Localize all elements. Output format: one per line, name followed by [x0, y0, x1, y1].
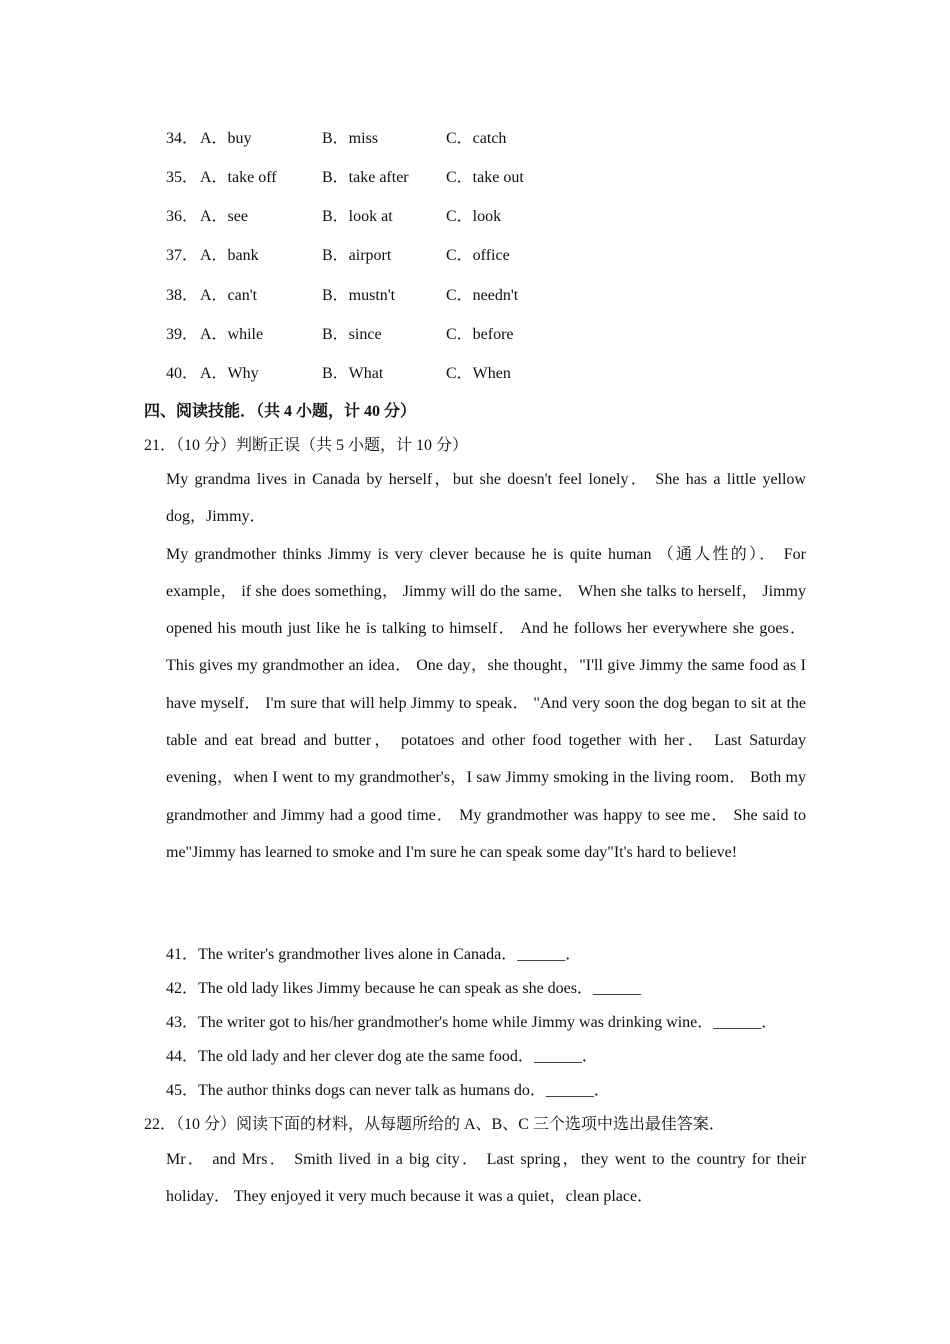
- paragraph: Mr． and Mrs． Smith lived in a big city． Last spring，they went to the country for their holiday． They enjoyed it very much because it was a quiet，clean place．: [166, 1151, 806, 1206]
- option-a: A．take off: [200, 169, 277, 186]
- question-number: 38．: [166, 287, 199, 304]
- question-21-heading: 21．（10 分）判断正误（共 5 小题，计 10 分）: [144, 437, 469, 454]
- question-number: 34．: [166, 130, 199, 147]
- question-number: 39．: [166, 326, 199, 343]
- statement-42: 42．The old lady likes Jimmy because he can speak as she does．______: [166, 980, 642, 997]
- option-b: B．look at: [322, 208, 393, 225]
- option-a: A．see: [200, 208, 248, 225]
- option-c: C．look: [446, 208, 502, 225]
- question-number: 37．: [166, 247, 199, 264]
- option-a: A．Why: [200, 365, 259, 382]
- question-number: 40．: [166, 365, 199, 382]
- option-c: C．needn't: [446, 287, 519, 304]
- paragraph: My grandmother thinks Jimmy is very clever because he is quite human （通人性的）． For example， if she does something， Jimmy will do the same． When she talks to herself， Jimmy opened his mouth just like he is talking to himself． And he follows her everywhere she goes． This gives my grandmother an idea． One day，she thought，"I'll give Jimmy the same food as I have myself． I'm sure that will help Jimmy to speak． "And very soon the dog began to sit at the table and eat bread and butter， potatoes and other food together with her． Last Saturday evening，when I went to my grandmother's，I saw Jimmy smoking in the living room． Both my grandmother and Jimmy had a good time． My grandmother was happy to see me． She said to me"Jimmy has learned to smoke and I'm sure he can speak some day"It's hard to believe!: [166, 545, 807, 861]
- option-c: C．office: [446, 247, 510, 264]
- option-a: A．can't: [200, 287, 258, 304]
- question-22-heading: 22．（10 分）阅读下面的材料，从每题所给的 A、B、C 三个选项中选出最佳答案．: [144, 1116, 725, 1133]
- statement-41: 41．The writer's grandmother lives alone in Canada．______．: [166, 946, 582, 963]
- question-number: 36．: [166, 208, 199, 225]
- option-c: C．before: [446, 326, 514, 343]
- option-b: B．What: [322, 365, 384, 382]
- option-a: A．buy: [200, 130, 252, 147]
- passage-22: [166, 1141, 806, 1216]
- paragraph: My grandma lives in Canada by herself，but she doesn't feel lonely． She has a little yellow dog，Jimmy．: [166, 471, 806, 526]
- option-b: B．mustn't: [322, 287, 396, 304]
- option-c: C．take out: [446, 169, 524, 186]
- statement-43: 43．The writer got to his/her grandmother's home while Jimmy was drinking wine．______．: [166, 1014, 778, 1031]
- option-b: B．take after: [322, 169, 409, 186]
- option-b: B．miss: [322, 130, 379, 147]
- option-a: A．bank: [200, 247, 259, 264]
- statement-44: 44．The old lady and her clever dog ate the same food．______．: [166, 1048, 598, 1065]
- question-number: 35．: [166, 169, 199, 186]
- option-c: C．When: [446, 365, 511, 382]
- option-b: B．airport: [322, 247, 392, 264]
- passage-21: [166, 461, 806, 871]
- statement-45: 45．The author thinks dogs can never talk as humans do．______．: [166, 1082, 610, 1099]
- option-c: C．catch: [446, 130, 507, 147]
- option-a: A．while: [200, 326, 264, 343]
- section-title: 四、阅读技能．（共 4 小题，计 40 分）: [144, 403, 417, 420]
- option-b: B．since: [322, 326, 382, 343]
